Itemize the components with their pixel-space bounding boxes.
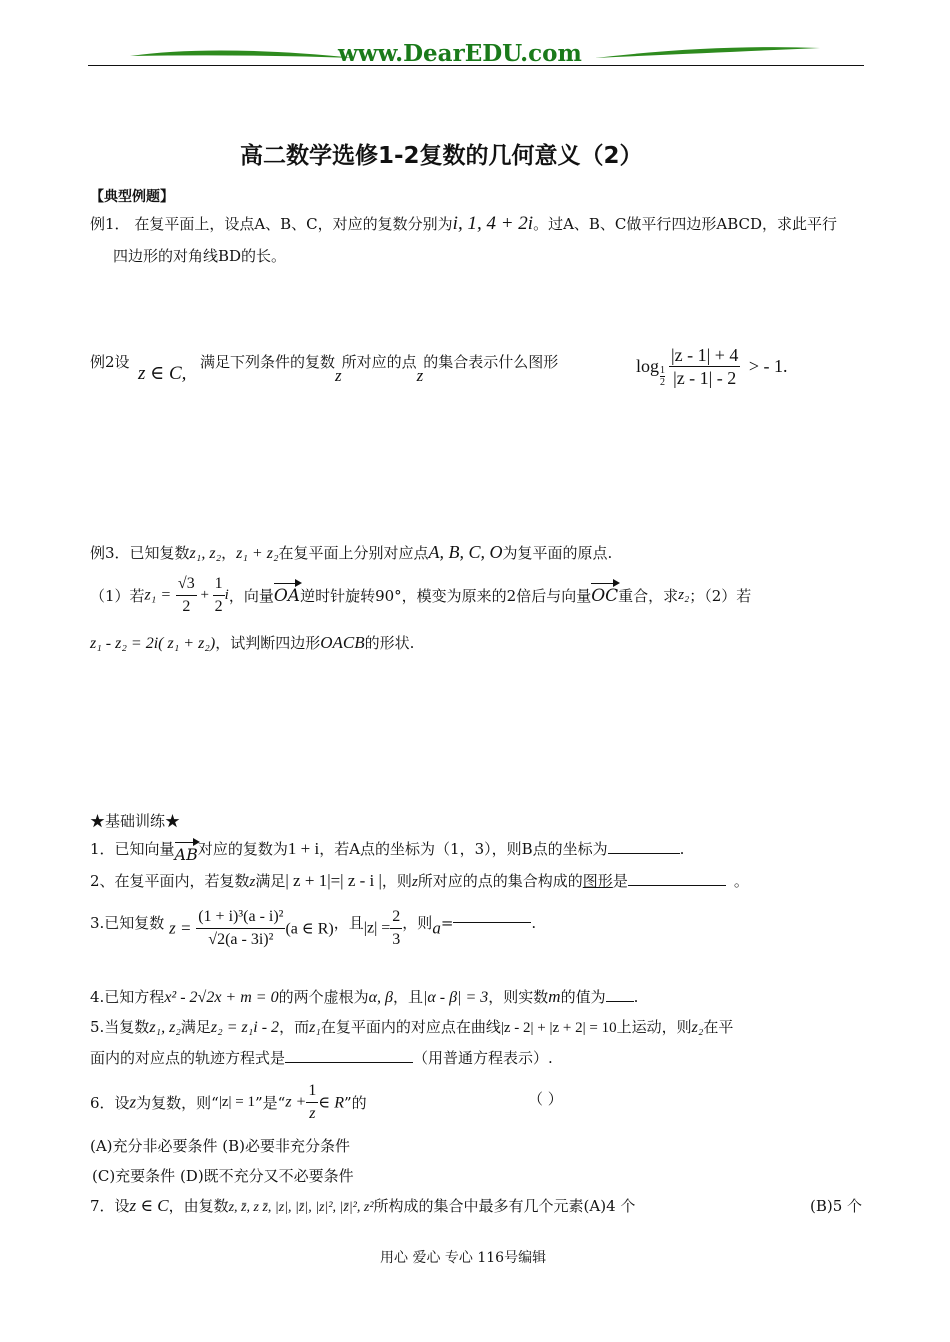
- example-2-inequality: log $\frac{1}{2}$ $\frac{|z - 1| + 4}{|z - 1| - 2}$ > - 1.: [636, 345, 788, 388]
- answer-blank[interactable]: [628, 885, 726, 886]
- question-1: 1．已知向量AB对应的复数为1 + i，若A点的坐标为（1，3），则B点的坐标为 .: [90, 839, 685, 864]
- question-7-option-b: (B)5 个: [810, 1197, 863, 1215]
- example-3-line-3: z₁ - z₂ = 2i( z₁ + z₂)，试判断四边形OACB的形状.: [90, 633, 415, 652]
- logo-text: www.DearEDU.com: [338, 40, 582, 67]
- answer-blank[interactable]: [453, 922, 531, 923]
- log-base: $\frac{1}{2}$: [660, 365, 666, 388]
- question-4: 4.已知方程x² - 2√2x + m = 0的两个虚根为α, β，且|α - β| = 3，则实数m的值为 .: [90, 987, 639, 1006]
- question-6-options-a-b: (A)充分非必要条件 (B)必要非充分条件: [90, 1137, 351, 1155]
- answer-blank[interactable]: [606, 1001, 634, 1002]
- question-6-options-c-d: (C)充要条件 (D)既不充分又不必要条件: [92, 1167, 354, 1185]
- example-2-condition: z ∈ C,: [138, 363, 187, 384]
- answer-blank[interactable]: [285, 1062, 413, 1063]
- answer-blank[interactable]: [608, 853, 680, 854]
- header-rule: [88, 65, 864, 66]
- page-title: 高二数学选修1-2复数的几何意义（2）: [240, 143, 643, 169]
- question-6: 6．设z为复数，则“|z| = 1”是“z + $\frac{1}{z}$ ∈ R”的: [90, 1082, 367, 1122]
- example-2-text: 满足下列条件的复数z所对应的点z的集合表示什么图形: [200, 353, 559, 385]
- question-5-line-2: 面内的对应点的轨迹方程式是 （用普通方程表示）.: [90, 1049, 553, 1067]
- example-3-line-1: 例3．已知复数z₁, z₂，z₁ + z₂在复平面上分别对应点A, B, C, O为复平面的原点.: [90, 542, 613, 562]
- vector-ab: AB: [174, 845, 198, 864]
- example-1-line-1: 例1． 在复平面上，设点A、B、C，对应的复数分别为i, 1, 4 + 2i。过A、B、C做平行四边形ABCD，求此平行: [90, 213, 838, 234]
- example-3-line-2: （1）若z₁ = $\frac{√3}{2}$ + $\frac{1}{2}$ i，向量OA逆时针旋转90°，模变为原来的2倍后与向量OC重合，求z₂；（2）若: [90, 575, 752, 615]
- question-2: 2、在复平面内，若复数z满足| z + 1|=| z - i |，则z所对应的点的集合构成的图形是 。: [90, 871, 749, 890]
- example-1-label: 例1．: [90, 215, 130, 233]
- question-3: 3.已知复数 z = $\frac{\text{(1 + i)³(a - i)²}}{\text{√2(a - 3i)²}}$ (a ∈ R)，且|z| = $\frac{2}{3}$ ，则a= .: [90, 908, 537, 948]
- vector-oa: OA: [273, 585, 301, 606]
- basic-training-heading: ★基础训练★: [90, 812, 181, 830]
- example-2-label: 例2设: [90, 353, 130, 371]
- section-examples-heading: 【典型例题】: [90, 189, 174, 205]
- question-7: 7．设z ∈ C，由复数z, z̄, z z̄, |z|, |z̄|, |z|², |z̄|², z²所构成的集合中最多有几个元素(A)4 个: [90, 1196, 636, 1215]
- question-6-answer-paren[interactable]: （ ）: [528, 1090, 563, 1108]
- example-1-line-2: 四边形的对角线BD的长。: [113, 247, 287, 265]
- question-5-line-1: 5.当复数z₁, z₂满足z₂ = z₁i - 2，而z₁在复平面内的对应点在曲线|z - 2| + |z + 2| = 10上运动，则z₂在平: [90, 1018, 734, 1036]
- page-footer: 用心 爱心 专心 116号编辑: [380, 1250, 547, 1266]
- vector-oc: OC: [591, 585, 619, 606]
